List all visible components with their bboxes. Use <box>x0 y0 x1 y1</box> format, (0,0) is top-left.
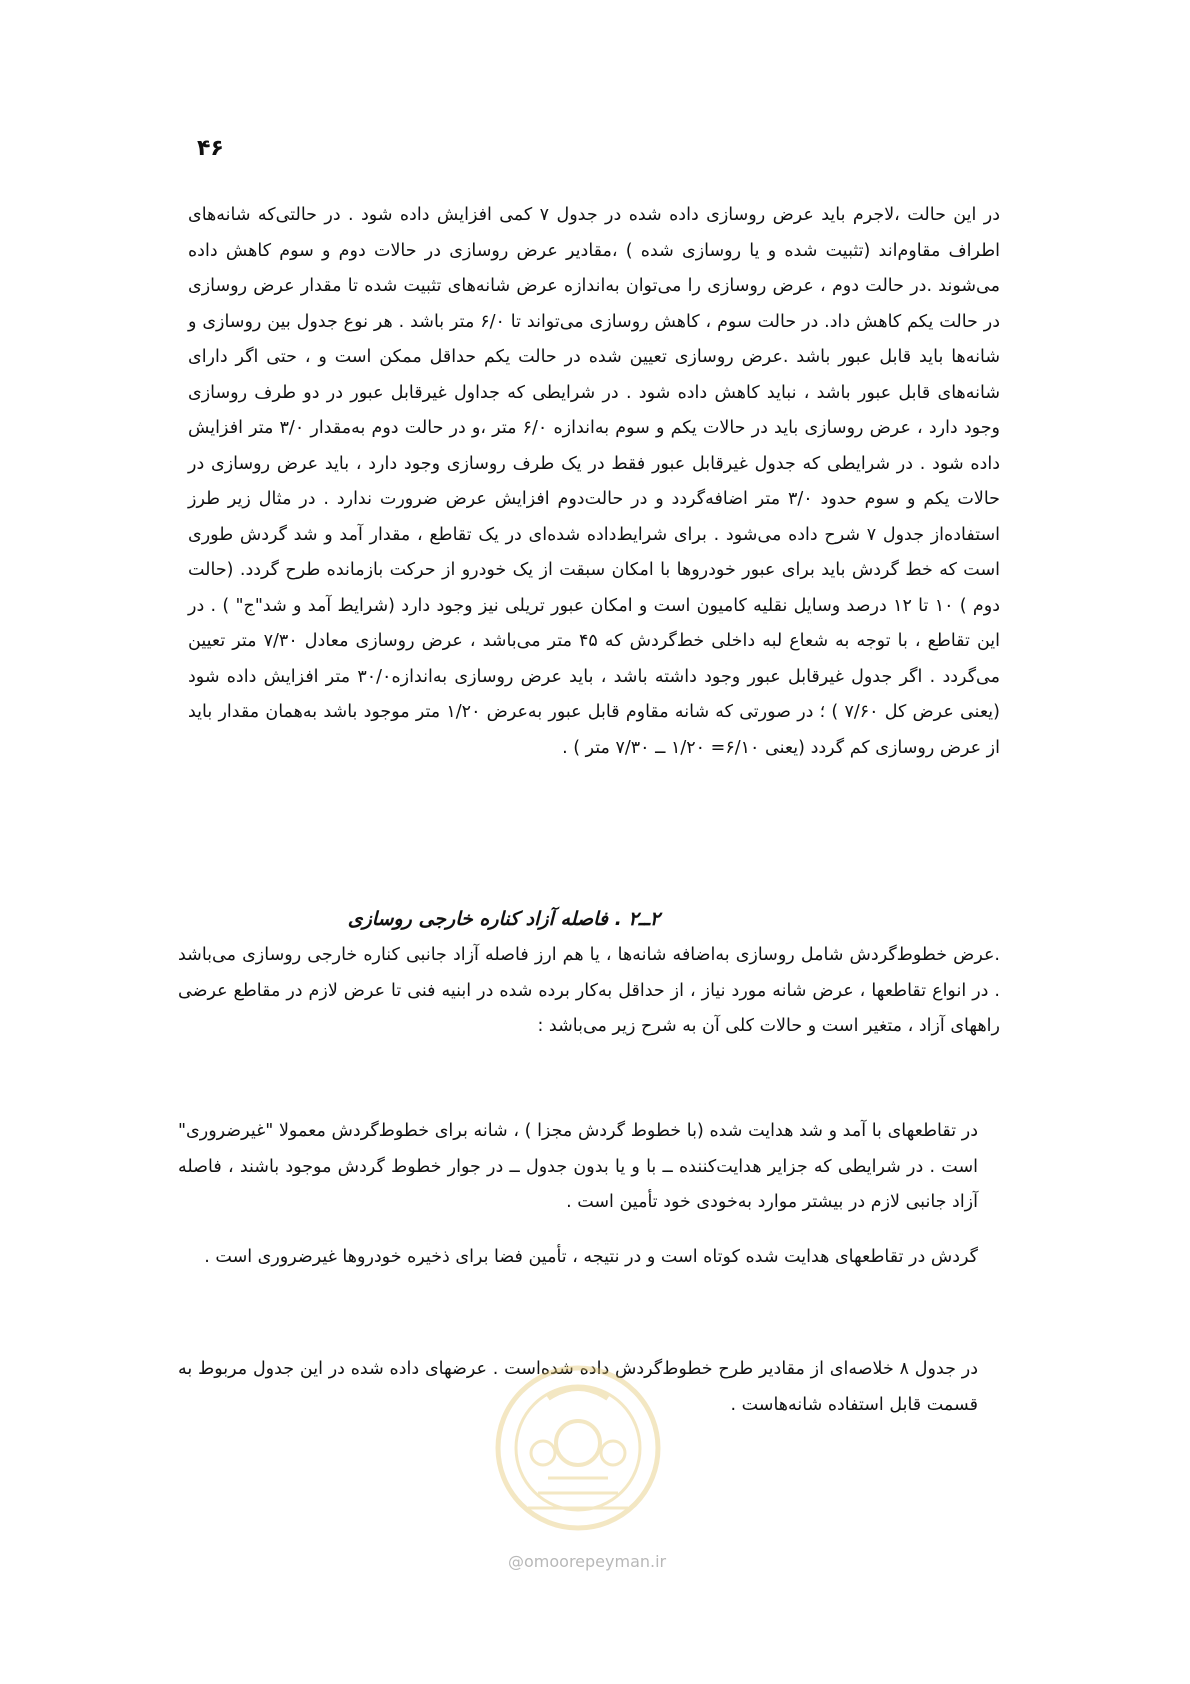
paragraph-1: در این حالت ،لاجرم باید عرض روسازی داده شده در جدول ۷ کمی افزایش داده شود . در حالتی‌که شانه‌های اطراف مقاوم‌اند (تثبیت شده و یا روسازی شده ) ،مقادیر عرض روسازی در حالات دوم و سوم کاهش داده می‌شوند .در حالت دوم ، عرض روسازی را می‌توان به‌اندازه عرض شانه‌های تثبیت شده تا مقدار عرض روسازی در حالت یکم کاهش داد. در حالت سوم ، کاهش روسازی می‌تواند تا ۶/۰ متر باشد . هر نوع جدول بین روسازی و شانه‌ها باید قابل عبور باشد .عرض روسازی تعیین شده در حالت یکم حداقل ممکن است و ، حتی اگر دارای شانه‌های قابل عبور باشد ، نباید کاهش داده شود . در شرایطی که جداول غیرقابل عبور در دو طرف روسازی وجود دارد ، عرض روسازی باید در حالات یکم و سوم به‌اندازه ۶/۰ متر ،و در حالت دوم به‌مقدار ۳/۰ متر افزایش داده شود . در شرایطی که جدول غیرقابل عبور فقط در یک طرف روسازی وجود دارد ، باید عرض روسازی در حالات یکم و سوم حدود ۳/۰ متر اضافه‌گردد و در حالت‌دوم افزایش عرض ضرورت ندارد . در مثال زیر طرز استفاده‌از جدول ۷ شرح داده می‌شود . برای شرایط‌داده شده‌ای در یک تقاطع ، مقدار آمد و شد گردش طوری است که خط گردش باید برای عبور خودروها با امکان سبقت از یک خودرو از حرکت بازمانده طرح گردد. (حالت دوم ) ۱۰ تا ۱۲ درصد وسایل نقلیه کامیون است و امکان عبور تریلی نیز وجود دارد (شرایط آمد و شد"ج" ) . در این تقاطع ، با توجه به شعاع لبه داخلی خط‌گردش که ۴۵ متر می‌باشد ، عرض روسازی معادل ۷/۳۰ متر تعیین می‌گردد . اگر جدول غیرقابل عبور وجود داشته باشد ، باید عرض روسازی به‌اندازه۳۰/۰ متر افزایش داده شود (یعنی عرض کل ۷/۶۰ ) ؛ در صورتی که شانه مقاوم قابل عبور به‌عرض ۱/۲۰ متر موجود باشد به‌همان مقدار باید از عرض روسازی کم گردد (یعنی ۶/۱۰= ۱/۲۰ ــ ۷/۳۰ متر ) . <box>188 205 1001 758</box>
section-heading: ۲ــ۲ . فاصله آزاد کناره خارجی روسازی <box>347 908 660 930</box>
paragraph-4: گردش در تقاطعهای هدایت شده کوتاه است و در نتیجه ، تأمین فضا برای ذخیره خودروها غیرضروری است . <box>204 1247 978 1267</box>
page-number: ۴۶ <box>197 136 224 161</box>
watermark-logo <box>488 1358 668 1538</box>
paragraph-2: .عرض خطوط‌گردش شامل روسازی به‌اضافه شانه‌ها ، یا هم ارز فاصله آزاد جانبی کناره خارجی روسازی می‌باشد . در انواع تقاطعها ، عرض شانه مورد نیاز ، از حداقل به‌کار برده شده در ابنیه فنی تا عرض لازم در مقاطع عرضی راههای آزاد ، متغیر است و حالات کلی آن به شرح زیر می‌باشد : <box>178 945 1000 1036</box>
paragraph-3: در تقاطعهای با آمد و شد هدایت شده (با خطوط گردش مجزا ) ، شانه برای خطوط‌گردش معمولا "غیرضروری" است . در شرایطی که جزایر هدایت‌کننده ــ با و یا بدون جدول ــ در جوار خطوط گردش موجود باشند ، فاصله آزاد جانبی لازم در بیشتر موارد به‌خودی خود تأمین است . <box>178 1121 978 1212</box>
watermark-url: @omoorepeyman.ir <box>508 1552 667 1571</box>
paragraph-5: در جدول ۸ خلاصه‌ای از مقادیر طرح خطوط‌گردش داده شده‌است . عرضهای داده شده در این جدول مربوط به قسمت قابل استفاده شانه‌هاست . <box>178 1359 978 1415</box>
